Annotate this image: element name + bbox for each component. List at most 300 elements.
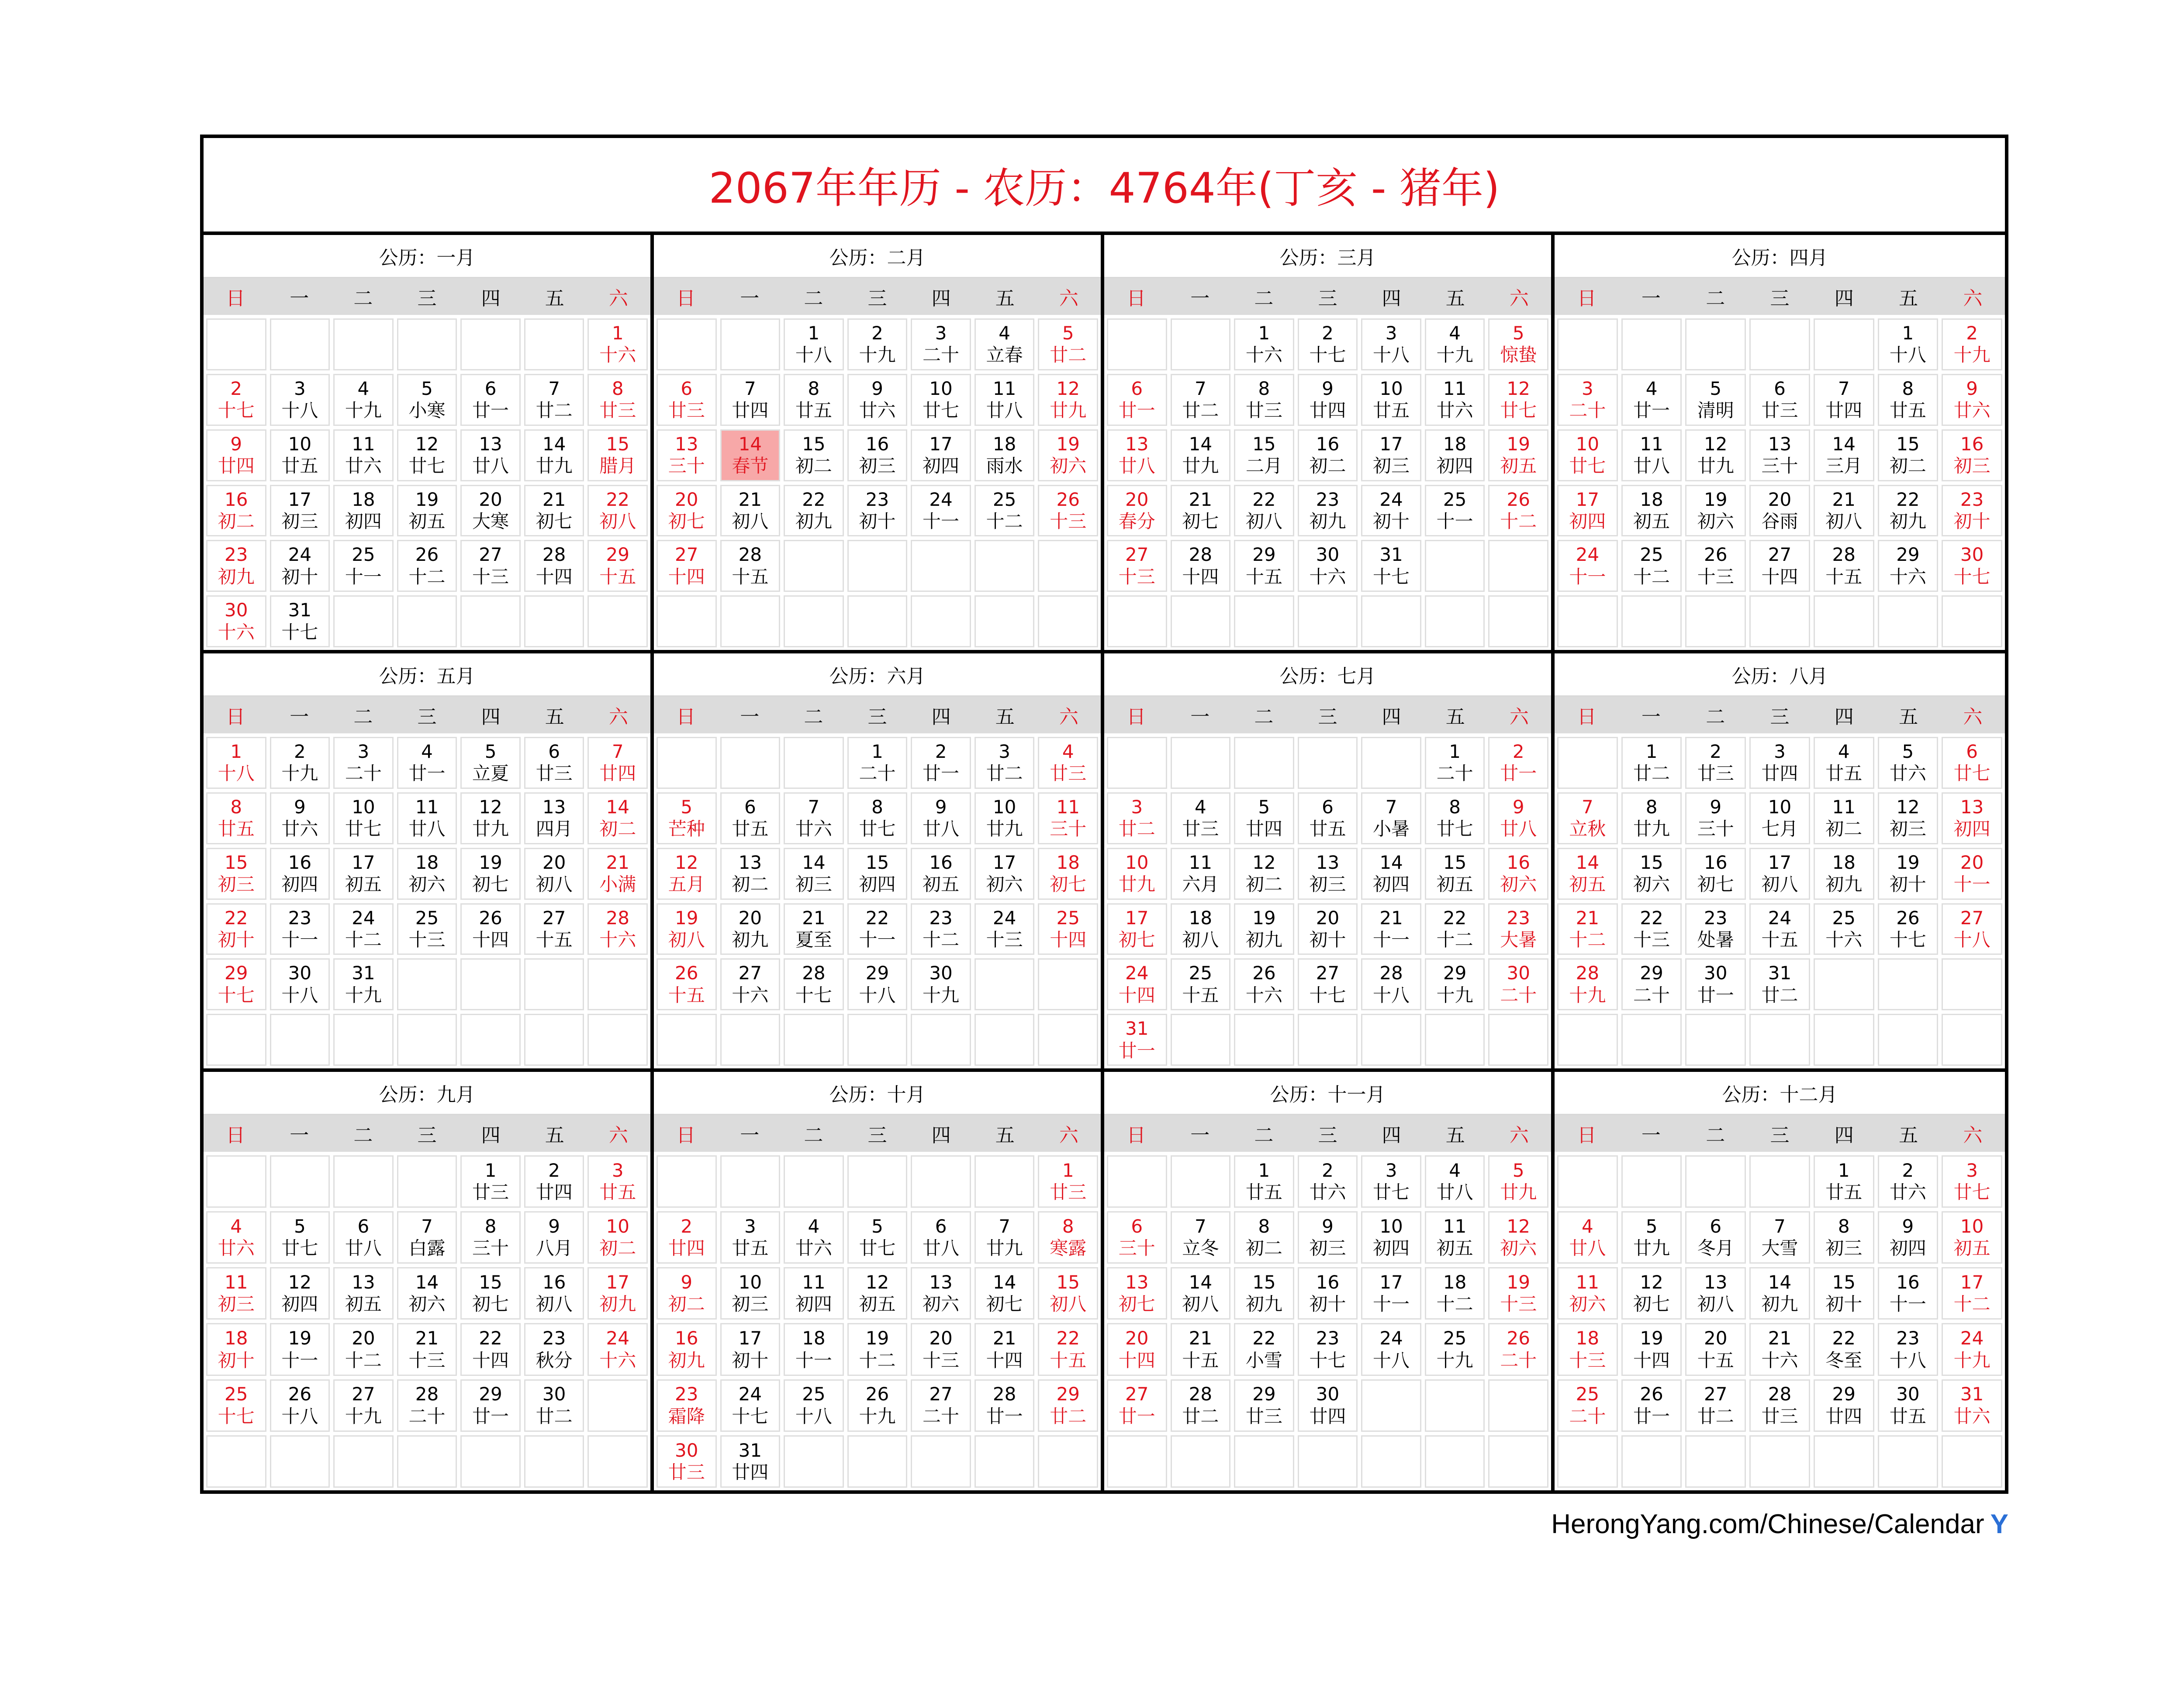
- gregorian-day: 23: [1896, 1327, 1920, 1349]
- month-block: [204, 235, 654, 653]
- gregorian-day: 28: [738, 544, 762, 566]
- lunar-day: 廿七: [1436, 818, 1473, 840]
- weekday-label: 五: [1445, 1124, 1465, 1147]
- day-cell: [1621, 792, 1682, 844]
- gregorian-day: 28: [802, 962, 826, 984]
- lunar-day: 雨水: [986, 455, 1023, 477]
- gregorian-day: 18: [1443, 1271, 1467, 1293]
- lunar-day: 初七: [472, 1293, 509, 1315]
- day-cell: [1171, 958, 1231, 1010]
- day-cell: [270, 429, 330, 481]
- gregorian-day: 18: [1443, 433, 1467, 455]
- gregorian-day: 11: [992, 377, 1016, 399]
- lunar-day: 十六: [1245, 344, 1282, 366]
- day-cell: [784, 848, 844, 900]
- lunar-day: 白露: [408, 1237, 446, 1259]
- gregorian-day: 2: [548, 1159, 560, 1181]
- empty-cell: [975, 1014, 1035, 1066]
- lunar-day: 廿九: [1118, 874, 1155, 895]
- day-cell: [1942, 374, 2002, 426]
- gregorian-day: 29: [1252, 1383, 1276, 1405]
- gregorian-day: 1: [230, 741, 242, 763]
- lunar-day: 廿二: [1050, 1405, 1087, 1427]
- lunar-day: 十七: [218, 984, 255, 1006]
- gregorian-day: 14: [542, 433, 566, 455]
- gregorian-day: 13: [1960, 796, 1984, 818]
- lunar-day: 初八: [1697, 1293, 1734, 1315]
- month-block: [204, 1072, 654, 1490]
- day-cell: [1361, 958, 1421, 1010]
- weekday-label: 六: [1963, 1124, 1983, 1147]
- lunar-day: 廿九: [1633, 1237, 1670, 1259]
- month-title: 公历：三月: [1104, 235, 1551, 278]
- lunar-day: 廿六: [1953, 1405, 1990, 1427]
- gregorian-day: 6: [484, 377, 497, 399]
- gregorian-day: 16: [225, 488, 248, 510]
- weekday-label: 五: [1899, 287, 1918, 310]
- lunar-day: 立秋: [1569, 818, 1606, 840]
- empty-cell: [1557, 1435, 1618, 1488]
- day-cell: [1685, 737, 1746, 789]
- gregorian-day: 15: [802, 433, 826, 455]
- gregorian-day: 17: [1125, 907, 1149, 929]
- day-cell: [1107, 374, 1167, 426]
- gregorian-day: 21: [1576, 907, 1600, 929]
- day-cell: [1425, 485, 1485, 537]
- gregorian-day: 24: [352, 907, 375, 929]
- lunar-day: 小暑: [1373, 818, 1410, 840]
- day-cell: [1298, 485, 1358, 537]
- lunar-day: 廿四: [1825, 400, 1863, 422]
- day-cell: [1425, 318, 1485, 370]
- lunar-day: 初四: [345, 510, 382, 532]
- day-cell: [1298, 903, 1358, 955]
- lunar-day: 廿八: [1500, 818, 1537, 840]
- empty-cell: [847, 1435, 908, 1488]
- lunar-day: 廿九: [1050, 400, 1087, 422]
- gregorian-day: 22: [225, 907, 248, 929]
- lunar-day: 廿四: [599, 763, 636, 784]
- day-cell: [460, 1323, 521, 1375]
- day-cell: [333, 485, 394, 537]
- gregorian-day: 19: [865, 1327, 889, 1349]
- day-cell: [397, 485, 457, 537]
- day-cell: [1425, 1267, 1485, 1320]
- day-cell: [206, 848, 266, 900]
- day-cell: [1234, 848, 1294, 900]
- gregorian-day: 4: [1194, 796, 1206, 818]
- day-cell: [1814, 374, 1874, 426]
- lunar-day: 十九: [1953, 1349, 1990, 1371]
- day-cell: [657, 1267, 717, 1320]
- gregorian-day: 27: [1125, 1383, 1149, 1405]
- lunar-day: 廿六: [1436, 400, 1473, 422]
- day-cell: [524, 848, 584, 900]
- day-cell: [524, 903, 584, 955]
- empty-cell: [1621, 318, 1682, 370]
- lunar-day: 初二: [732, 874, 769, 895]
- empty-cell: [1171, 1155, 1231, 1208]
- lunar-day: 十四: [536, 566, 573, 587]
- day-cell: [587, 318, 648, 370]
- lunar-day: 十八: [281, 984, 318, 1006]
- lunar-day: 廿四: [1825, 1405, 1863, 1427]
- day-cell: [1234, 429, 1294, 481]
- gregorian-day: 2: [935, 741, 947, 763]
- day-cell: [784, 485, 844, 537]
- day-cell: [1942, 1323, 2002, 1375]
- day-cell: [1942, 1267, 2002, 1320]
- day-cell: [1685, 792, 1746, 844]
- gregorian-day: 31: [738, 1439, 762, 1461]
- gregorian-day: 9: [1322, 1215, 1334, 1237]
- gregorian-day: 11: [1832, 796, 1856, 818]
- day-cell: [1234, 1379, 1294, 1432]
- gregorian-day: 27: [738, 962, 762, 984]
- gregorian-day: 13: [542, 796, 566, 818]
- lunar-day: 十三: [986, 929, 1023, 950]
- lunar-day: 十一: [1889, 1293, 1926, 1315]
- gregorian-day: 25: [1056, 907, 1080, 929]
- gregorian-day: 5: [871, 1215, 883, 1237]
- day-cell: [1557, 1379, 1618, 1432]
- lunar-day: 春分: [1118, 510, 1155, 532]
- day-cell: [1878, 1323, 1939, 1375]
- weekday-header: [654, 697, 1101, 733]
- lunar-day: 廿九: [536, 455, 573, 477]
- day-cell: [397, 792, 457, 844]
- gregorian-day: 16: [1316, 1271, 1340, 1293]
- gregorian-day: 29: [1252, 544, 1276, 566]
- day-cell: [657, 958, 717, 1010]
- gregorian-day: 15: [479, 1271, 502, 1293]
- day-cell: [397, 1211, 457, 1264]
- day-cell: [1234, 540, 1294, 592]
- month-title: 公历：十二月: [1555, 1072, 2005, 1115]
- day-cell: [847, 374, 908, 426]
- gregorian-day: 6: [1322, 796, 1334, 818]
- gregorian-day: 30: [1316, 544, 1340, 566]
- lunar-day: 十六: [1309, 566, 1346, 587]
- gregorian-day: 1: [1449, 741, 1461, 763]
- weekday-header: [1555, 1115, 2005, 1152]
- gregorian-day: 15: [1056, 1271, 1080, 1293]
- gregorian-day: 28: [1768, 1383, 1792, 1405]
- weekday-label: 一: [1641, 1124, 1661, 1147]
- day-cell: [1878, 737, 1939, 789]
- day-cell: [1814, 429, 1874, 481]
- weekday-header: [1104, 1115, 1551, 1152]
- day-cell: [1298, 848, 1358, 900]
- empty-cell: [1038, 1435, 1098, 1488]
- gregorian-day: 20: [542, 851, 566, 873]
- empty-cell: [911, 1435, 971, 1488]
- lunar-day: 廿四: [732, 400, 769, 422]
- lunar-day: 廿一: [1633, 1405, 1670, 1427]
- day-cell: [1621, 958, 1682, 1010]
- lunar-day: 三十: [1118, 1237, 1155, 1259]
- day-cell: [1814, 1155, 1874, 1208]
- gregorian-day: 2: [294, 741, 306, 763]
- lunar-day: 十七: [218, 400, 255, 422]
- gregorian-day: 2: [1322, 322, 1334, 344]
- day-cell: [847, 1267, 908, 1320]
- day-cell: [1488, 792, 1548, 844]
- gregorian-day: 15: [1640, 851, 1663, 873]
- day-cell: [657, 1379, 717, 1432]
- lunar-day: 初七: [1118, 929, 1155, 950]
- weekday-label: 四: [481, 1124, 501, 1147]
- weekday-label: 四: [931, 287, 951, 310]
- lunar-day: 廿三: [668, 400, 705, 422]
- weekday-header: [204, 697, 650, 733]
- day-cell: [1425, 737, 1485, 789]
- empty-cell: [1171, 1435, 1231, 1488]
- day-cell: [587, 540, 648, 592]
- gregorian-day: 11: [1056, 796, 1080, 818]
- gregorian-day: 21: [1768, 1327, 1792, 1349]
- empty-cell: [587, 958, 648, 1010]
- lunar-day: 谷雨: [1761, 510, 1798, 532]
- day-cell: [1878, 540, 1939, 592]
- gregorian-day: 9: [935, 796, 947, 818]
- day-cell: [333, 958, 394, 1010]
- day-cell: [847, 318, 908, 370]
- day-cell: [1878, 848, 1939, 900]
- weekday-label: 六: [608, 287, 628, 310]
- day-cell: [1107, 958, 1167, 1010]
- day-cell: [1814, 792, 1874, 844]
- gregorian-day: 6: [1131, 377, 1143, 399]
- gregorian-day: 1: [1902, 322, 1914, 344]
- day-grid: [204, 315, 650, 650]
- gregorian-day: 22: [802, 488, 826, 510]
- lunar-day: 初八: [1245, 510, 1282, 532]
- lunar-day: 廿九: [1182, 455, 1219, 477]
- lunar-day: 初四: [923, 455, 960, 477]
- lunar-day: 初十: [218, 1349, 255, 1371]
- lunar-day: 廿五: [795, 400, 832, 422]
- gregorian-day: 11: [1189, 851, 1213, 873]
- day-cell: [1361, 1211, 1421, 1264]
- lunar-day: 廿六: [345, 455, 382, 477]
- day-cell: [975, 792, 1035, 844]
- gregorian-day: 7: [999, 1215, 1010, 1237]
- lunar-day: 十五: [1761, 929, 1798, 950]
- month-block: [1555, 235, 2005, 653]
- day-cell: [1814, 1379, 1874, 1432]
- day-cell: [975, 737, 1035, 789]
- day-cell: [1107, 429, 1167, 481]
- gregorian-day: 9: [1710, 796, 1722, 818]
- empty-cell: [1685, 1435, 1746, 1488]
- lunar-day: 廿三: [1050, 763, 1087, 784]
- day-cell: [524, 429, 584, 481]
- day-cell: [784, 958, 844, 1010]
- gregorian-day: 3: [294, 377, 306, 399]
- day-cell: [1171, 374, 1231, 426]
- gregorian-day: 23: [1960, 488, 1984, 510]
- lunar-day: 十九: [859, 344, 896, 366]
- gregorian-day: 5: [1512, 322, 1524, 344]
- weekday-label: 一: [740, 287, 760, 310]
- gregorian-day: 25: [992, 488, 1016, 510]
- lunar-day: 十八: [795, 344, 832, 366]
- weekday-label: 三: [1770, 706, 1790, 728]
- gregorian-day: 18: [1189, 907, 1213, 929]
- day-cell: [784, 1323, 844, 1375]
- lunar-day: 十七: [1953, 566, 1990, 587]
- gregorian-day: 5: [421, 377, 433, 399]
- gregorian-day: 21: [1189, 1327, 1213, 1349]
- weekday-label: 二: [1254, 1124, 1274, 1147]
- day-cell: [587, 737, 648, 789]
- gregorian-day: 18: [992, 433, 1016, 455]
- gregorian-day: 8: [1838, 1215, 1850, 1237]
- day-cell: [1361, 318, 1421, 370]
- weekday-label: 二: [804, 706, 823, 728]
- empty-cell: [1171, 318, 1231, 370]
- day-cell: [1171, 540, 1231, 592]
- day-cell: [1107, 485, 1167, 537]
- lunar-day: 十八: [1373, 344, 1410, 366]
- empty-cell: [720, 737, 781, 789]
- lunar-day: 初三: [1309, 874, 1346, 895]
- lunar-day: 十七: [1309, 984, 1346, 1006]
- month-title: 公历：九月: [204, 1072, 650, 1115]
- lunar-day: 初三: [795, 874, 832, 895]
- day-cell: [1234, 903, 1294, 955]
- day-cell: [1749, 485, 1810, 537]
- gregorian-day: 17: [1576, 488, 1600, 510]
- lunar-day: 处暑: [1697, 929, 1734, 950]
- day-cell: [524, 1323, 584, 1375]
- lunar-day: 廿八: [1118, 455, 1155, 477]
- lunar-day: 十二: [986, 510, 1023, 532]
- lunar-day: 十二: [345, 1349, 382, 1371]
- day-cell: [1557, 958, 1618, 1010]
- day-cell: [1621, 903, 1682, 955]
- lunar-day: 初六: [923, 1293, 960, 1315]
- gregorian-day: 20: [352, 1327, 375, 1349]
- gregorian-day: 3: [999, 741, 1010, 763]
- lunar-day: 初五: [1436, 1237, 1473, 1259]
- empty-cell: [587, 1379, 648, 1432]
- gregorian-day: 2: [871, 322, 883, 344]
- gregorian-day: 27: [929, 1383, 953, 1405]
- day-cell: [657, 792, 717, 844]
- empty-cell: [1685, 1155, 1746, 1208]
- gregorian-day: 12: [1507, 1215, 1530, 1237]
- day-cell: [1942, 1379, 2002, 1432]
- gregorian-day: 29: [865, 962, 889, 984]
- lunar-day: 十二: [1633, 566, 1670, 587]
- lunar-day: 廿八: [923, 818, 960, 840]
- lunar-day: 十二: [1500, 510, 1537, 532]
- weekday-label: 六: [1509, 706, 1529, 728]
- lunar-day: 十七: [1889, 929, 1926, 950]
- gregorian-day: 12: [1252, 851, 1276, 873]
- day-cell: [206, 1211, 266, 1264]
- gregorian-day: 3: [357, 741, 370, 763]
- lunar-day: 十三: [1569, 1349, 1606, 1371]
- weekday-label: 二: [353, 706, 373, 728]
- empty-cell: [270, 1435, 330, 1488]
- lunar-day: 初五: [1569, 874, 1606, 895]
- lunar-day: 小雪: [1245, 1349, 1282, 1371]
- day-cell: [270, 374, 330, 426]
- gregorian-day: 26: [1640, 1383, 1663, 1405]
- gregorian-day: 26: [1252, 962, 1276, 984]
- lunar-day: 廿六: [1953, 400, 1990, 422]
- day-cell: [975, 848, 1035, 900]
- lunar-day: 初四: [1373, 1237, 1410, 1259]
- lunar-day: 初六: [1500, 1237, 1537, 1259]
- empty-cell: [975, 1155, 1035, 1208]
- gregorian-day: 2: [1902, 1159, 1914, 1181]
- weekday-label: 五: [995, 706, 1015, 728]
- gregorian-day: 10: [929, 377, 953, 399]
- day-cell: [460, 1155, 521, 1208]
- day-cell: [1942, 737, 2002, 789]
- lunar-day: 廿六: [218, 1237, 255, 1259]
- day-cell: [524, 1379, 584, 1432]
- weekday-label: 三: [867, 706, 887, 728]
- gregorian-day: 20: [1125, 1327, 1149, 1349]
- empty-cell: [911, 1014, 971, 1066]
- empty-cell: [333, 1155, 394, 1208]
- lunar-day: 二十: [1436, 763, 1473, 784]
- lunar-day: 十二: [408, 566, 446, 587]
- day-cell: [1361, 1155, 1421, 1208]
- lunar-day: 立夏: [472, 763, 509, 784]
- day-cell: [1557, 429, 1618, 481]
- lunar-day: 廿四: [1245, 818, 1282, 840]
- lunar-day: 初十: [1309, 1293, 1346, 1315]
- weekday-label: 六: [608, 706, 628, 728]
- gregorian-day: 15: [1896, 433, 1920, 455]
- gregorian-day: 9: [230, 433, 242, 455]
- day-cell: [657, 848, 717, 900]
- month-block: [1555, 1072, 2005, 1490]
- lunar-day: 初六: [408, 1293, 446, 1315]
- lunar-day: 廿二: [1633, 763, 1670, 784]
- empty-cell: [1107, 318, 1167, 370]
- gregorian-day: 29: [1443, 962, 1467, 984]
- lunar-day: 廿五: [1889, 1405, 1926, 1427]
- day-cell: [1234, 374, 1294, 426]
- empty-cell: [460, 958, 521, 1010]
- day-cell: [1488, 958, 1548, 1010]
- lunar-day: 廿二: [1697, 1405, 1734, 1427]
- lunar-day: 十五: [1050, 1349, 1087, 1371]
- day-cell: [1038, 485, 1098, 537]
- gregorian-day: 13: [479, 433, 502, 455]
- day-cell: [1942, 1155, 2002, 1208]
- empty-cell: [1488, 1014, 1548, 1066]
- lunar-day: 初五: [345, 1293, 382, 1315]
- day-cell: [1425, 374, 1485, 426]
- gregorian-day: 3: [935, 322, 947, 344]
- day-cell: [1557, 485, 1618, 537]
- lunar-day: 二十: [923, 1405, 960, 1427]
- lunar-day: 初四: [1373, 874, 1410, 895]
- day-cell: [206, 958, 266, 1010]
- day-cell: [333, 792, 394, 844]
- gregorian-day: 8: [1645, 796, 1658, 818]
- gregorian-day: 29: [606, 544, 629, 566]
- day-cell: [975, 1211, 1035, 1264]
